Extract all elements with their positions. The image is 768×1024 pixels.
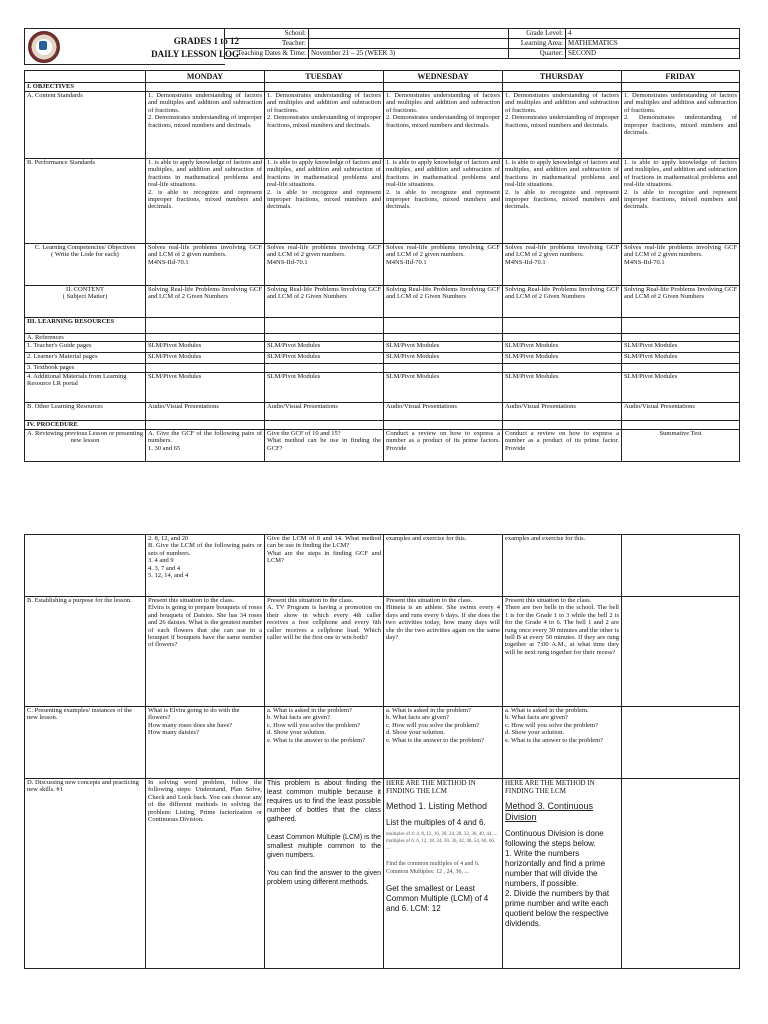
content-standards-tue: 1. Demonstrates understanding of factors and multiples and addition and subtraction of fractions. 2. Demonstrates understanding of improper fractions, mixed numbers and decimals. [265, 92, 384, 159]
review-continued-fri [622, 535, 740, 597]
presenting-wed: a. What is asked in the problem? b. What facts are given? c. How will you solve the problem? d. Show your solution. e. What is the answer to the problem? [384, 707, 503, 779]
day-header-monday: MONDAY [146, 71, 265, 83]
procedure-label: IV. PROCEDURE [25, 420, 146, 429]
purpose-label: B. Establishing a purpose for the lesson. [25, 597, 146, 707]
additional-materials-label: 4. Additional Materials from Learning Resource LR portal [25, 372, 146, 402]
purpose-tue: Present this situation to the class. A. TV Program is having a promotion on their show in which every 4th caller receives a free cellphone and every 6th caller receives a cellphone load. Which caller will be the first one to win both? [265, 597, 384, 707]
content-standards-wed: 1. Demonstrates understanding of factors and multiples and addition and subtraction of fractions. 2. Demonstrates understanding of improper fractions, mixed numbers and decimals. [384, 92, 503, 159]
content-row [25, 286, 740, 318]
presenting-tue: a. What is asked in the problem? b. What facts are given? c. How will you solve the problem? d. Show your solution. e. What is the answer to the problem? [265, 707, 384, 779]
wed-multiples-of-6: multiples of 6: 6, 12, 18, 24, 30, 36, 42, 48, 54, 60, 66, ... [386, 839, 496, 851]
objectives-row [25, 83, 740, 92]
additional-materials-wed: SLM/Pivot Modules [384, 372, 503, 402]
textbook-row [25, 364, 740, 372]
competencies-thu: Solves real-life problems involving GCF and LCM of 2 given numbers. M4NS-IId-70.1 [503, 244, 622, 286]
review-continued-row [25, 535, 740, 597]
additional-materials-row [25, 372, 740, 402]
quarter-label: Quarter: [509, 49, 566, 59]
competencies-fri: Solves real-life problems involving GCF and LCM of 2 given numbers. M4NS-IId-70.1 [622, 244, 740, 286]
review-row [25, 429, 740, 461]
discussing-thu [503, 779, 622, 969]
learning-area-value: MATHEMATICS [566, 39, 740, 49]
resources-label: III. LEARNING RESOURCES [25, 318, 146, 334]
review-wed: Conduct a review on how to express a number as a product of its prime factors. Provide [384, 429, 503, 461]
review-continued-label [25, 535, 146, 597]
teaching-dates-label: Teaching Dates & Time: [225, 49, 309, 59]
purpose-fri [622, 597, 740, 707]
learners-material-row [25, 353, 740, 364]
content-standards-row [25, 92, 740, 159]
content-tue: Solving Real-life Problems Involving GCF and LCM of 2 Given Numbers [265, 286, 384, 318]
competencies-wed: Solves real-life problems involving GCF and LCM of 2 given numbers. M4NS-IId-70.1 [384, 244, 503, 286]
purpose-mon: Present this situation to the class. Elvira is going to prepare bouquets of roses and bouquets of Daisies. She has 34 roses and 26 daisies. What is the greatest number of each flowers that she can use in a bouquet if bouquets have the same number of flowers? [146, 597, 265, 707]
review-fri: Summative Test [622, 429, 740, 461]
day-header-blank [25, 71, 146, 83]
teachers-guide-mon: SLM/Pivot Modules [146, 342, 265, 353]
review-label: A. Reviewing previous Lesson or presenting new lesson [25, 429, 146, 461]
teachers-guide-thu: SLM/Pivot Modules [503, 342, 622, 353]
other-resources-row [25, 402, 740, 420]
learners-material-wed: SLM/Pivot Modules [384, 353, 503, 364]
day-header-tuesday: TUESDAY [265, 71, 384, 83]
discussing-label: D. Discussing new concepts and practicing new skills. #1 [25, 779, 146, 969]
additional-materials-thu: SLM/Pivot Modules [503, 372, 622, 402]
wed-find-common: Find the common multiples of 4 and 6. [386, 861, 480, 867]
day-header-thursday: THURSDAY [503, 71, 622, 83]
presenting-row [25, 707, 740, 779]
references-row [25, 334, 740, 342]
other-resources-tue: Audio/Visual Presentations [265, 402, 384, 420]
other-resources-label: B. Other Learning Resources [25, 402, 146, 420]
discussing-row [25, 779, 740, 969]
teacher-label: Teacher: [225, 39, 309, 49]
learners-material-label: 2. Learner's Material pages [25, 353, 146, 364]
content-standards-fri: 1. Demonstrates understanding of factors and multiples and addition and subtraction of fractions. 2. Demonstrates understanding of improper fractions, mixed numbers and decimals. [622, 92, 740, 159]
day-header-row [25, 71, 740, 83]
presenting-label: C. Presenting examples/ instances of the new lesson. [25, 707, 146, 779]
references-label: A. References [25, 334, 146, 342]
deped-seal-logo [28, 31, 60, 63]
content-standards-thu: 1. Demonstrates understanding of factors and multiples and addition and subtraction of fractions. 2. Demonstrates understanding of improper fractions, mixed numbers and decimals. [503, 92, 622, 159]
purpose-wed: Present this situation to the class. Himeta is an athlete. She swims every 4 days and runs every 6 days. If she does the two activities today, how many days will she do the two activities again on the same day? [384, 597, 503, 707]
lesson-log-page-1 [0, 0, 768, 504]
learners-material-fri: SLM/Pivot Modules [622, 353, 740, 364]
discussing-wed [384, 779, 503, 969]
textbook-label: 3. Textbook pages [25, 364, 146, 372]
other-resources-mon: Audio/Visual Presentations [146, 402, 265, 420]
log-title [119, 35, 239, 61]
performance-standards-tue: 1. is able to apply knowledge of factors and multiples, and addition and subtraction of fractions in mathematical problems and real-life situations. 2. is able to recognize and represent improper fractions, mixed numbers and decimals. [265, 159, 384, 244]
title-block [24, 28, 239, 65]
other-resources-thu: Audio/Visual Presentations [503, 402, 622, 420]
lesson-grid-page-2 [24, 534, 740, 969]
day-header-wednesday: WEDNESDAY [384, 71, 503, 83]
resources-row [25, 318, 740, 334]
review-thu: Conduct a review on how to express a number as a product of its prime factor. Provide [503, 429, 622, 461]
discussing-tue: This problem is about finding the least common multiple because it requires us to find the least possible number of bottles that the class gathered. Least Common Multiple (LCM) is the smallest multiple common to the given numbers. You can find the answer to the given problem using different methods. [265, 779, 384, 969]
competencies-row [25, 244, 740, 286]
school-value [309, 29, 509, 39]
content-wed: Solving Real-life Problems Involving GCF and LCM of 2 Given Numbers [384, 286, 503, 318]
lesson-log-page-2 [0, 520, 768, 1024]
teaching-dates-value: November 21 – 25 (WEEK 3) [309, 49, 509, 59]
discussing-mon: In solving word problem, follow the following steps: Understand, Plan Solve, Check and Look back. You can choose any of the different methods in solving the problem: Listing, Prime factorization or Continuous Division. [146, 779, 265, 969]
additional-materials-mon: SLM/Pivot Modules [146, 372, 265, 402]
content-standards-label: A. Content Standards [25, 92, 146, 159]
thu-method-body: Continuous Division is done following the steps below. 1. Write the numbers horizontally and find a prime number that will divide the numbers, if possible. 2. Divide the numbers by that prime number and write each quotient below the respective dividends. [505, 829, 610, 928]
wed-method-title: Method 1. Listing Method [386, 801, 488, 811]
purpose-thu: Present this situation to the class. There are two bells in the school. The bell 1 is for the Grade 1 to 3 while the bell 2 is for the Grade 4 to 6. The bell 1 and 2 are rung once every 30 minutes and the other is bell B at every 50 minutes. If they are rung together at 7:00 A.M., at what time they will be next rung together for their recess? [503, 597, 622, 707]
day-header-friday: FRIDAY [622, 71, 740, 83]
competencies-mon: Solves real-life problems involving GCF and LCM of 2 given numbers. M4NS-IId-70.1 [146, 244, 265, 286]
thu-method-title: Method 3. Continuous Division [505, 801, 594, 822]
grade-level-value: 4 [566, 29, 740, 39]
title-line-1: GRADES 1 to 12 [173, 36, 239, 46]
performance-standards-row [25, 159, 740, 244]
review-continued-thu: examples and exercise for this. [503, 535, 622, 597]
discussing-fri [622, 779, 740, 969]
objectives-label: I. OBJECTIVES [25, 83, 146, 92]
school-label: School: [225, 29, 309, 39]
presenting-fri [622, 707, 740, 779]
title-line-2: DAILY LESSON LOG [151, 49, 239, 59]
performance-standards-thu: 1. is able to apply knowledge of factors and multiples, and addition and subtraction of fractions in mathematical problems and real-life situations. 2. is able to recognize and represent improper fractions, mixed numbers and decimals. [503, 159, 622, 244]
other-resources-fri: Audio/Visual Presentations [622, 402, 740, 420]
learning-area-label: Learning Area: [509, 39, 566, 49]
teacher-value [309, 39, 509, 49]
header-table [224, 28, 740, 59]
additional-materials-tue: SLM/Pivot Modules [265, 372, 384, 402]
learners-material-tue: SLM/Pivot Modules [265, 353, 384, 364]
teachers-guide-tue: SLM/Pivot Modules [265, 342, 384, 353]
content-mon: Solving Real-life Problems Involving GCF and LCM of 2 Given Numbers [146, 286, 265, 318]
wed-get-lcm: Get the smallest or Least Common Multiple (LCM) of 4 and 6. LCM: 12 [386, 884, 489, 913]
lesson-grid-page-1 [24, 70, 740, 462]
content-label: II. CONTENT ( Subject Matter) [25, 286, 146, 318]
teachers-guide-row [25, 342, 740, 353]
teachers-guide-fri: SLM/Pivot Modules [622, 342, 740, 353]
teachers-guide-wed: SLM/Pivot Modules [384, 342, 503, 353]
content-standards-mon: 1. Demonstrates understanding of factors and multiples and addition and subtraction of fractions. 2. Demonstrates understanding of improper fractions, mixed numbers and decimals. [146, 92, 265, 159]
page-gap [0, 504, 768, 520]
review-continued-wed: examples and exercise for this. [384, 535, 503, 597]
competencies-tue: Solves real-life problems involving GCF and LCM of 2 given numbers. M4NS-IId-70.1 [265, 244, 384, 286]
quarter-value: SECOND [566, 49, 740, 59]
presenting-thu: a. What is asked in the problem. b. What facts are given? c. How will you solve the problem? d. Show your solution. e. What is the answer to the problem? [503, 707, 622, 779]
competencies-label: C. Learning Competencies/ Objectives ( Write the Lode for each) [25, 244, 146, 286]
learners-material-thu: SLM/Pivot Modules [503, 353, 622, 364]
grade-level-label: Grade Level: [509, 29, 566, 39]
wed-multiples-of-4: multiples of 4: 4, 8, 12, 16, 20, 24, 28, 32, 36, 40, 44, ... [386, 832, 498, 837]
additional-materials-fri: SLM/Pivot Modules [622, 372, 740, 402]
content-fri: Solving Real-life Problems Involving GCF and LCM of 2 Given Numbers [622, 286, 740, 318]
wed-method-heading: HERE ARE THE METHOD IN FINDING THE LCM [386, 779, 476, 795]
thu-method-heading: HERE ARE THE METHOD IN FINDING THE LCM [505, 779, 595, 795]
wed-common-multiples: Common Multiples: 12 , 24, 36, ... [386, 869, 470, 875]
performance-standards-mon: 1. is able to apply knowledge of factors and multiples, and addition and subtraction of fractions in mathematical problems and real-life situations. 2. is able to recognize and represent improper fractions, mixed numbers and decimals. [146, 159, 265, 244]
performance-standards-wed: 1. is able to apply knowledge of factors and multiples, and addition and subtraction of fractions in mathematical problems and real-life situations. 2. is able to recognize and represent improper fractions, mixed numbers and decimals. [384, 159, 503, 244]
review-continued-mon: 2. 8, 12, and 20 B. Give the LCM of the following pairs or sets of numbers. 3. 4 and 9 4. 3, 7 and 4 5. 12, 14, and 4 [146, 535, 265, 597]
purpose-row [25, 597, 740, 707]
wed-list-instruction: List the multiples of 4 and 6. [386, 818, 486, 827]
presenting-mon: What is Elvira going to do with the flowers? How many roses does she have? How many daisies? [146, 707, 265, 779]
review-mon: A. Give the GCF of the following pairs of numbers. 1. 30 and 65 [146, 429, 265, 461]
performance-standards-label: B. Performance Standards [25, 159, 146, 244]
review-continued-tue: Give the LCM of 8 and 14. What method can be use in finding the LCM? What are the steps in finding GCF and LCM? [265, 535, 384, 597]
other-resources-wed: Audio/Visual Presentations [384, 402, 503, 420]
content-thu: Solving Real-life Problems Involving GCF and LCM of 2 Given Numbers [503, 286, 622, 318]
teachers-guide-label: 1. Teacher's Guide pages [25, 342, 146, 353]
performance-standards-fri: 1. is able to apply knowledge of factors and multiples, and addition and subtraction of fractions in mathematical problems and real-life situations. 2. is able to recognize and represent improper fractions, mixed numbers and decimals. [622, 159, 740, 244]
learners-material-mon: SLM/Pivot Modules [146, 353, 265, 364]
procedure-row [25, 420, 740, 429]
review-tue: Give the GCF of 10 and 15? What method can be use in finding the GCF? [265, 429, 384, 461]
